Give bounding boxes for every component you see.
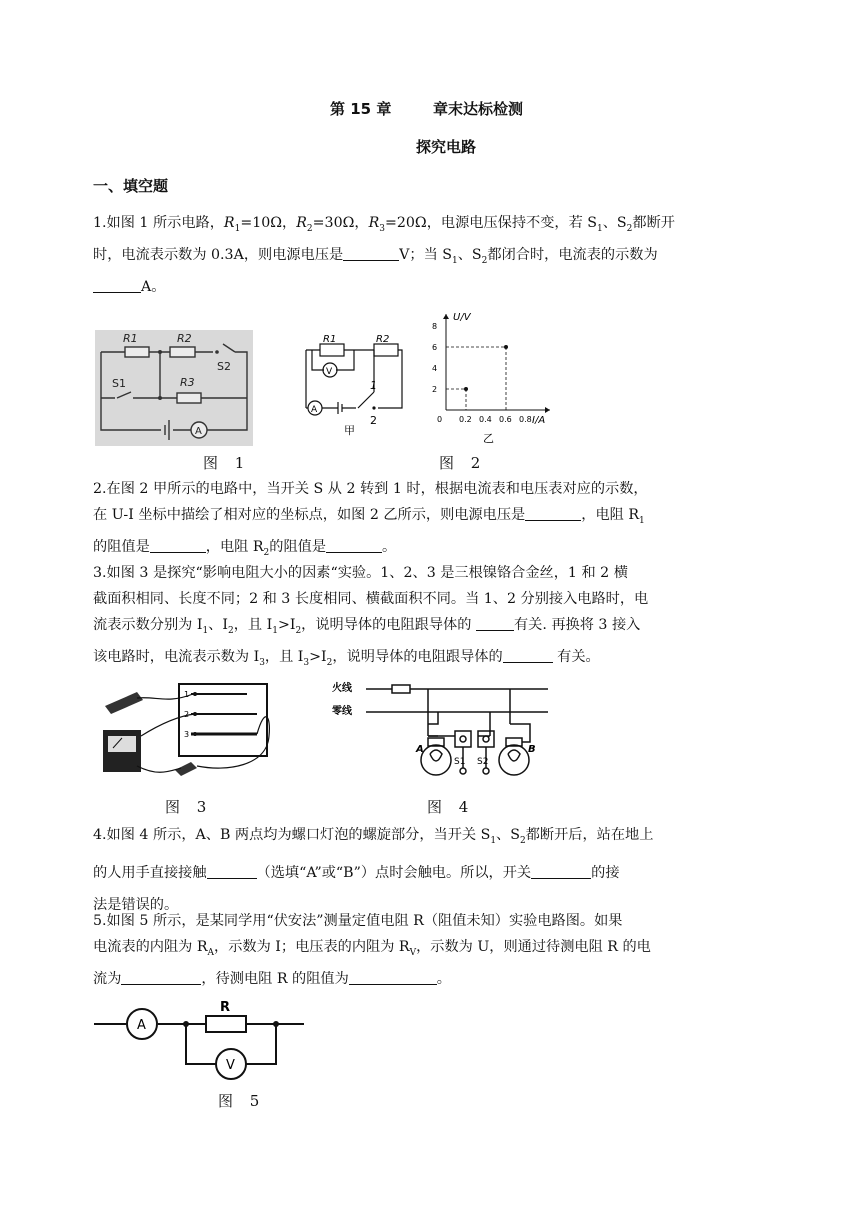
fig3-wire2-label: 2	[184, 710, 190, 719]
fig1-s2-label: S2	[217, 360, 231, 373]
answer-blank[interactable]	[525, 506, 581, 521]
fig3-wire1-label: 1	[184, 690, 190, 699]
page-subtitle: 探究电路	[416, 138, 477, 156]
fig4-neutral-label: 零线	[332, 706, 352, 717]
figure-4-household-circuit	[330, 676, 550, 790]
figure-1-caption: 图 1	[203, 454, 251, 472]
x-tick-label: 0.8	[519, 415, 532, 424]
fig4-s1-label: S1	[454, 757, 466, 767]
question-5: 5.如图 5 所示，是某同学用“伏安法”测量定值电阻 R（阻值未知）实验电路图。如果 电流表的内阻为 $R_A$，示数为 I；电压表的内阻为 $R_V$，示数为 U，则通过待测电阻 R 的电 流为 ，待测电阻 R 的阻值为 。	[93, 913, 651, 987]
question-1: 1.如图 1 所示电路，$R_1=10\Omega$，$R_2=30\Omega$，$R_3=20\Omega$，电源电压保持不变，若 $S_1$、$S_2$都断开 时，电流表示数为 0.3A，则电源电压是 V；当 $S_1$、$S_2$都闭合时，电流表的示数为 A。	[93, 215, 675, 295]
y-tick-label: 4	[432, 364, 438, 373]
fig5-voltmeter-label: V	[226, 1058, 235, 1073]
figure-3-apparatus	[97, 676, 272, 790]
x-axis-arrow-icon	[545, 407, 550, 413]
figure-5-caption: 图 5	[218, 1092, 266, 1110]
x-axis-label: I/A	[532, 415, 546, 426]
y-axis-label: U/V	[453, 312, 471, 323]
answer-blank[interactable]	[93, 278, 141, 293]
x-tick-label: 0	[437, 415, 443, 424]
section-heading: 一、填空题	[93, 177, 169, 195]
answer-blank[interactable]	[326, 538, 382, 553]
fig3-wire3-label: 3	[184, 730, 190, 739]
chapter-title: 章末达标检测	[433, 100, 524, 118]
figure-4-caption: 图 4	[427, 798, 475, 816]
answer-blank[interactable]	[150, 538, 206, 553]
x-tick-label: 0.4	[479, 415, 492, 424]
fig4-point-b-label: B	[528, 744, 536, 755]
answer-blank[interactable]	[531, 864, 591, 879]
figure-2b-chart	[426, 308, 558, 448]
fig4-s2-label: S2	[477, 757, 489, 767]
fig1-r1-label: R1	[123, 332, 138, 345]
figure-5-circuit	[94, 1000, 308, 1084]
data-point	[464, 387, 468, 391]
y-tick-label: 6	[432, 343, 438, 352]
answer-blank[interactable]	[207, 864, 257, 879]
fig1-s1-label: S1	[112, 377, 126, 390]
y-axis-arrow-icon	[443, 314, 449, 319]
y-tick-label: 8	[432, 322, 438, 331]
fig2a-ammeter-label: A	[311, 405, 318, 415]
question-2: 2.在图 2 甲所示的电路中，当开关 S 从 2 转到 1 时，根据电流表和电压表对应的示数， 在 U-I 坐标中描绘了相对应的坐标点，如图 2 乙所示，则电源电压是 ，电阻 $R_1$ 的阻值是 ，电阻 $R_2$的阻值是 。	[93, 481, 648, 558]
fig2a-pos1-label: 1	[370, 379, 377, 392]
answer-blank[interactable]	[476, 616, 514, 631]
answer-blank[interactable]	[121, 970, 201, 985]
answer-blank[interactable]	[349, 970, 437, 985]
fig2a-r2-label: R2	[376, 334, 390, 345]
fig1-ammeter-label: A	[195, 426, 202, 437]
figure-1-circuit	[95, 330, 253, 446]
chapter-number: 第 15 章	[330, 100, 392, 118]
fig2a-pos2-label: 2	[370, 414, 377, 427]
x-tick-label: 0.2	[459, 415, 472, 424]
fig2a-r1-label: R1	[323, 334, 337, 345]
fig4-live-label: 火线	[332, 683, 352, 694]
fig2a-voltmeter-label: V	[326, 367, 333, 377]
answer-blank[interactable]	[503, 648, 553, 663]
fig5-ammeter-label: A	[137, 1018, 146, 1033]
fig2a-label: 甲	[344, 424, 355, 437]
figure-2a-circuit	[298, 330, 408, 440]
fig1-r3-label: R3	[180, 376, 195, 389]
fig1-r2-label: R2	[177, 332, 192, 345]
question-3: 3.如图 3 是探究“影响电阻大小的因素“实验。1、2、3 是三根镍铬合金丝，1 和 2 横 截面积相同、长度不同；2 和 3 长度相同、横截面积不同。当 1、2 分别接入电路时，电 流表示数分别为 $I_1$、$I_2$，且 $I_1>I_2$，说明导体的电阻跟导体的 有关. 再换将 3 接入 该电路时，电流表示数为 $I_3$，且 $I_3>I_2$，说明导体的电阻跟导体的 有关。	[93, 565, 649, 668]
answer-blank[interactable]	[343, 246, 399, 261]
x-tick-label: 0.6	[499, 415, 512, 424]
fig2b-label: 乙	[483, 432, 494, 445]
figure-2-caption: 图 2	[439, 454, 487, 472]
figure-3-caption: 图 3	[165, 798, 213, 816]
question-4: 4.如图 4 所示，A、B 两点均为螺口灯泡的螺旋部分，当开关 $S_1$、$S_2$都断开后，站在地上 的人用手直接接触 （选填“A”或“B”）点时会触电。所以，开关 的接 法是错误的。	[93, 827, 654, 913]
data-point	[504, 345, 508, 349]
fig5-resistor-label: R	[220, 1000, 231, 1015]
y-tick-label: 2	[432, 385, 438, 394]
fig4-point-a-label: A	[416, 744, 424, 755]
